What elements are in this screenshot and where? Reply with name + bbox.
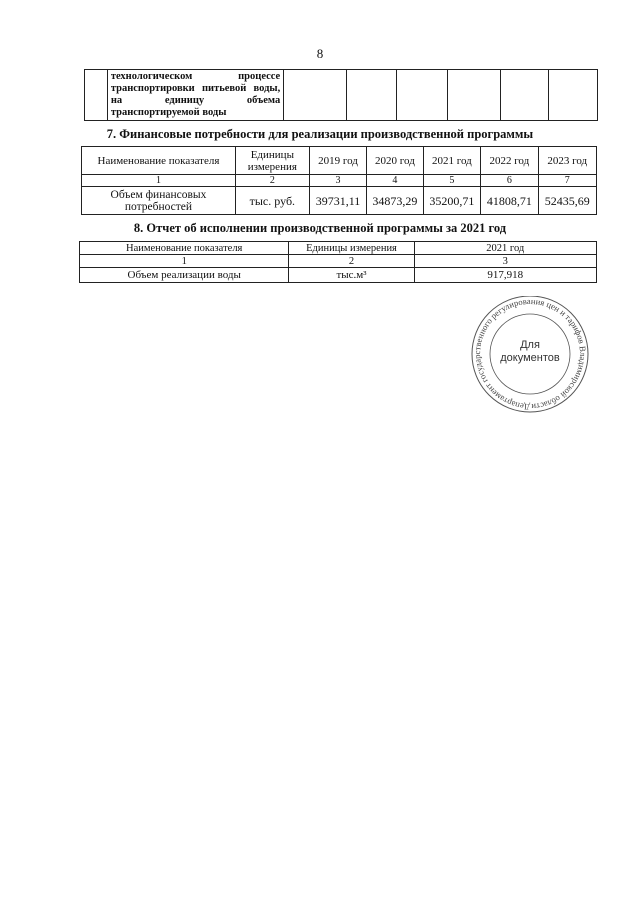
row-value: 917,918 <box>414 268 596 283</box>
value-2020: 34873,29 <box>367 187 423 215</box>
stamp-ring-text: Департамент государственного регулирования цен и тарифов Владимирской области <box>472 296 589 413</box>
header-cell: 2022 год <box>481 147 538 175</box>
row-unit: тыс.м³ <box>289 268 414 283</box>
stamp-center-line-1: Для <box>520 339 540 351</box>
stamp-center-line-2: документов <box>500 352 560 364</box>
column-number-row: 1 2 3 4 5 6 7 <box>82 175 597 187</box>
program-report-table <box>79 241 597 283</box>
table-header-row <box>80 242 597 255</box>
section-7-title: 7. Финансовые потребности для реализации производственной программы <box>106 127 534 141</box>
header-cell: 2019 год <box>309 147 366 175</box>
row-unit: тыс. руб. <box>235 187 309 215</box>
header-cell: 2020 год <box>367 147 423 175</box>
official-stamp <box>462 296 598 416</box>
financial-needs-table <box>81 146 597 215</box>
header-cell: Наименование показателя <box>82 147 236 175</box>
header-cell: Наименование показателя <box>80 242 289 255</box>
column-number-row: 1 2 3 <box>80 255 597 268</box>
header-cell: 2023 год <box>538 147 596 175</box>
value-2023: 52435,69 <box>538 187 596 215</box>
table-row <box>80 268 597 283</box>
header-cell: Единицы измерения <box>289 242 414 255</box>
row-label: Объем финансовых потребностей <box>82 187 236 215</box>
value-2019: 39731,11 <box>309 187 366 215</box>
continuation-text: технологическом процессе транспортировки питьевой воды, на единицу объема транспортируемой воды <box>107 70 283 121</box>
continuation-table <box>84 69 598 121</box>
page-number: 8 <box>316 46 324 61</box>
section-8-title: 8. Отчет об исполнении производственной программы за 2021 год <box>133 221 507 235</box>
header-cell: Единицы измерения <box>235 147 309 175</box>
row-label: Объем реализации воды <box>80 268 289 283</box>
table-header-row <box>82 147 597 175</box>
header-cell: 2021 год <box>423 147 480 175</box>
header-cell: 2021 год <box>414 242 596 255</box>
table-row <box>82 187 597 215</box>
value-2021: 35200,71 <box>423 187 480 215</box>
value-2022: 41808,71 <box>481 187 538 215</box>
